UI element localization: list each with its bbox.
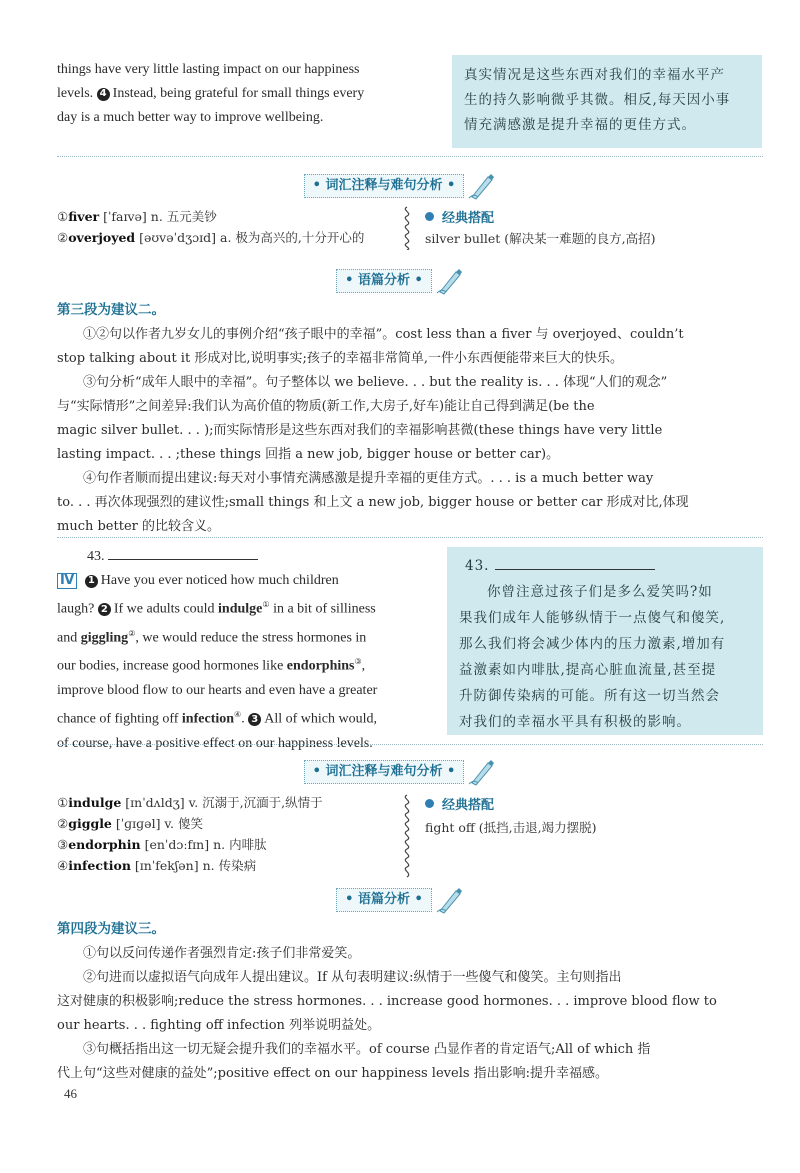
analysis-paragraph <box>57 966 769 990</box>
vocab-def: [enˈdɔːfɪn] n. 内啡肽 <box>140 837 267 852</box>
analysis-paragraph-cont <box>57 443 769 467</box>
keyword: indulge <box>218 601 263 617</box>
banner-title: • 语篇分析 • <box>336 269 432 293</box>
collocation-1 <box>425 207 745 249</box>
translation-line: 真实情况是这些东西对我们的幸福水平产 <box>464 67 725 83</box>
answer-blank[interactable] <box>495 555 655 570</box>
pen-icon <box>466 757 496 787</box>
analysis-paragraph-cont <box>57 1014 769 1038</box>
line <box>57 650 435 679</box>
line <box>57 703 435 732</box>
text: levels. <box>57 86 94 101</box>
pen-icon <box>434 885 464 915</box>
passage-english-2 <box>57 545 435 756</box>
vocab-word: endorphin <box>68 837 141 852</box>
vocab-num: ② <box>57 816 69 831</box>
pen-icon <box>434 266 464 296</box>
keyword: infection <box>181 711 235 727</box>
analysis-paragraph-cont <box>57 395 769 419</box>
text: lasting impact. . . ;these things 回指 a new job, bigger house or better car)。 <box>57 447 560 462</box>
text: ④句作者顺而提出建议:每天对小事情充满感激是提升幸福的更佳方式。. . . is a much better way <box>83 471 654 486</box>
vocab-num: ④ <box>57 858 69 873</box>
analysis-1 <box>57 297 769 539</box>
keyword: giggling <box>80 630 129 646</box>
answer-line <box>459 553 753 579</box>
translation-box-2 <box>447 547 763 735</box>
vocab-item <box>57 206 397 227</box>
line <box>57 58 442 82</box>
translation-box-1 <box>452 55 762 148</box>
text: Have you ever noticed how much children <box>100 573 339 588</box>
translation-line: 益激素如内啡肽,提高心脏血流量,甚至提 <box>459 662 717 678</box>
analysis-paragraph <box>57 942 769 966</box>
text: 这对健康的积极影响;reduce the stress hormones. . . increase good hormones. . . improve blood flow to <box>57 994 717 1009</box>
vocab-word: overjoyed <box>68 230 136 245</box>
footnote-ref: ④ <box>234 709 242 719</box>
footnote-ref: ① <box>262 600 270 609</box>
analysis-paragraph <box>57 371 769 395</box>
vocab-def: [ˈɡɪɡəl] v. 傻笑 <box>111 816 203 831</box>
analysis-paragraph-cont <box>57 491 769 515</box>
text: ②句进而以虚拟语气向成年人提出建议。If 从句表明建议:纵情于一些傻气和傻笑。主句则指出 <box>83 970 622 985</box>
vocab-def: [ɪnˈdʌldʒ] v. 沉溺于,沉湎于,纵情于 <box>121 795 323 810</box>
vocab-word: giggle <box>68 816 112 831</box>
analysis-heading: 第四段为建议三。 <box>57 921 165 937</box>
vocab-def: [ˈfaɪvə] n. 五元美钞 <box>99 209 217 224</box>
text: improve blood flow to our hearts and even have a greater <box>57 682 378 698</box>
text: day is a much better way to improve wellbeing. <box>57 110 324 125</box>
vocab-banner <box>0 174 800 198</box>
translation-line: 升防御传染病的可能。所有这一切当然会 <box>459 688 720 704</box>
text: magic silver bullet. . . );而实际情形是这些东西对我们的幸福影响甚微(these things have very little <box>57 423 663 438</box>
text: ③句概括指出这一切无疑会提升我们的幸福水平。of course 凸显作者的肯定语气;All of which 指 <box>83 1042 651 1057</box>
vocab-item <box>57 834 397 855</box>
text: All of which would, <box>264 711 377 727</box>
pen-icon <box>466 171 496 201</box>
line <box>57 593 435 622</box>
analysis-heading: 第三段为建议二。 <box>57 302 165 318</box>
vocab-item <box>57 227 397 248</box>
analysis-paragraph-cont <box>57 347 769 371</box>
analysis-paragraph <box>57 467 769 491</box>
banner-title: • 词汇注释与难句分析 • <box>304 760 465 784</box>
sentence-marker: 2 <box>98 603 111 616</box>
analysis-paragraph <box>57 1038 769 1062</box>
analysis-paragraph-cont <box>57 990 769 1014</box>
text: 与“实际情形”之间差异:我们认为高价值的物质(新工作,大房子,好车)能让自己得到满足(be the <box>57 399 595 414</box>
translation-line: 对我们的幸福水平具有积极的影响。 <box>459 714 691 730</box>
text: of course, have a positive effect on our happiness levels. <box>57 735 373 751</box>
bullet-icon <box>425 799 434 808</box>
vocab-item <box>57 813 397 834</box>
paragraph-marker: Ⅳ <box>57 573 77 589</box>
collocation-2 <box>425 794 745 838</box>
collocation-text: fight off (抵挡,击退,竭力摆脱) <box>425 820 597 835</box>
divider <box>57 156 763 157</box>
line <box>57 82 442 106</box>
page-number: 46 <box>64 1086 77 1101</box>
collocation-label: 经典搭配 <box>442 211 495 226</box>
analysis-paragraph <box>57 323 769 347</box>
translation-line: 情充满感激是提升幸福的更佳方式。 <box>464 117 696 133</box>
sentence-marker: 1 <box>85 575 98 588</box>
bullet-icon <box>425 212 434 221</box>
question-number: 43. <box>465 558 490 574</box>
vocab-word: indulge <box>68 795 122 810</box>
passage-english-1 <box>57 58 442 130</box>
vocab-word: fiver <box>68 209 100 224</box>
text: things have very little lasting impact on our happiness <box>57 62 360 77</box>
line <box>57 622 435 651</box>
vocab-list-1 <box>57 206 397 248</box>
collocation-label: 经典搭配 <box>442 798 495 813</box>
text: laugh? <box>57 601 95 617</box>
text: to. . . 再次体现强烈的建议性;small things 和上文 a new job, bigger house or better car 形成对比,体现 <box>57 495 689 510</box>
vocab-num: ① <box>57 209 69 224</box>
text: , we would reduce the stress hormones in <box>135 630 367 646</box>
banner-title: • 语篇分析 • <box>336 888 432 912</box>
text-analysis-banner <box>0 888 800 912</box>
text: our hearts. . . fighting off infection 列举说明益处。 <box>57 1018 381 1033</box>
text: and <box>57 630 81 646</box>
collocation-heading <box>425 794 745 813</box>
text: . <box>241 711 249 727</box>
text: Instead, being grateful for small things every <box>112 86 365 101</box>
text: , <box>361 658 366 674</box>
text: stop talking about it 形成对比,说明事实;孩子的幸福非常简单,一件小东西便能带来巨大的快乐。 <box>57 351 623 366</box>
vocab-item <box>57 792 397 813</box>
footnote-ref: ③ <box>354 657 362 667</box>
analysis-paragraph-cont <box>57 419 769 443</box>
question-number: 43. <box>87 549 105 564</box>
analysis-2 <box>57 916 769 1086</box>
vocab-num: ③ <box>57 837 69 852</box>
divider <box>57 537 763 538</box>
keyword: endorphins <box>286 658 355 674</box>
text: our bodies, increase good hormones like <box>57 658 287 674</box>
analysis-paragraph-cont <box>57 515 769 539</box>
line <box>57 106 442 130</box>
swirl-divider-icon <box>400 794 414 878</box>
text: ①②句以作者九岁女儿的事例介绍“孩子眼中的幸福”。cost less than a fiver 与 overjoyed、couldn’t <box>83 327 684 342</box>
vocab-word: infection <box>68 858 131 873</box>
text: If we adults could <box>113 601 215 617</box>
sentence-marker: 3 <box>248 713 261 726</box>
translation-line: 生的持久影响微乎其微。相反,每天因小事 <box>464 92 731 108</box>
vocab-item <box>57 855 397 876</box>
collocation-text: silver bullet (解决某一难题的良方,高招) <box>425 231 656 246</box>
text: 代上句“这些对健康的益处”;positive effect on our happiness levels 指出影响:提升幸福感。 <box>57 1066 609 1081</box>
translation-line: 你曾注意过孩子们是多么爱笑吗?如 <box>487 584 713 600</box>
divider <box>57 744 763 745</box>
text: chance of fighting off <box>57 711 182 727</box>
text: ①句以反问传递作者强烈肯定:孩子们非常爱笑。 <box>83 946 361 961</box>
vocab-num: ① <box>57 795 69 810</box>
vocab-num: ② <box>57 230 69 245</box>
line <box>57 679 435 703</box>
text: much better 的比较含义。 <box>57 519 220 534</box>
translation-line: 那么我们将会减少体内的压力激素,增加有 <box>459 636 726 652</box>
banner-title: • 词汇注释与难句分析 • <box>304 174 465 198</box>
vocab-list-2 <box>57 792 397 876</box>
sentence-marker: 4 <box>97 88 110 101</box>
text: in a bit of silliness <box>269 601 376 617</box>
swirl-divider-icon <box>400 206 414 250</box>
collocation-heading <box>425 207 745 226</box>
translation-line: 果我们成年人能够纵情于一点傻气和傻笑, <box>459 610 726 626</box>
line <box>57 569 435 593</box>
vocab-banner <box>0 760 800 784</box>
text-analysis-banner <box>0 269 800 293</box>
footnote-ref: ② <box>128 628 136 638</box>
text: ③句分析“成年人眼中的幸福”。句子整体以 we believe. . . but the reality is. . . 体现“人们的观念” <box>83 375 668 390</box>
answer-blank[interactable] <box>108 545 258 560</box>
answer-line <box>57 545 435 569</box>
analysis-paragraph-cont <box>57 1062 769 1086</box>
vocab-def: [ɪnˈfekʃən] n. 传染病 <box>130 858 257 873</box>
vocab-def: [əʊvəˈdʒɔɪd] a. 极为高兴的,十分开心的 <box>135 230 365 245</box>
